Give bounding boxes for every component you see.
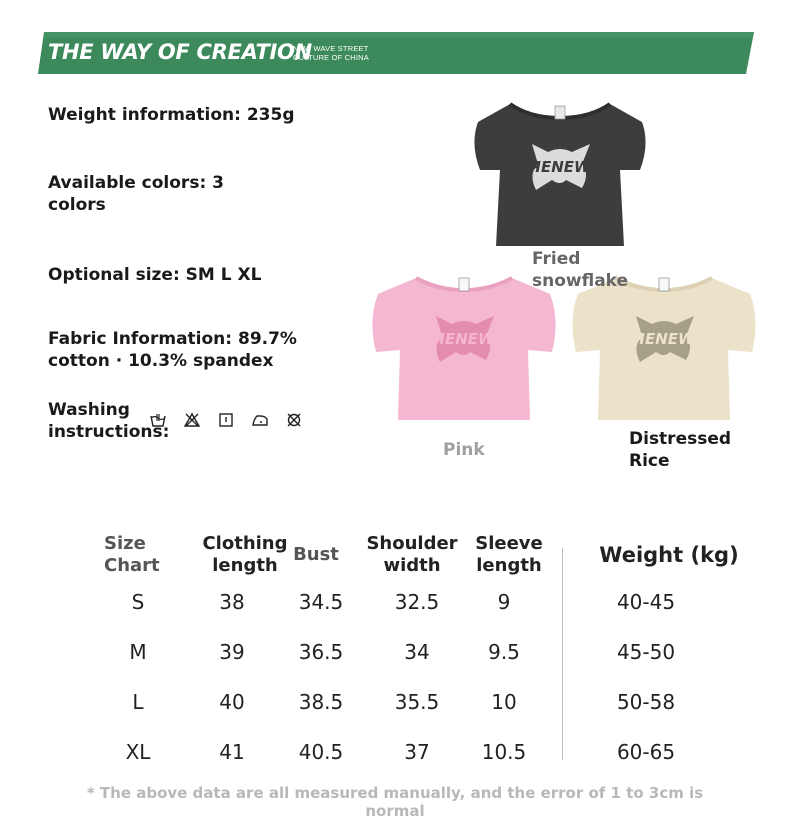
cell-length: 40 — [219, 690, 245, 714]
header-clothing-length: Clothing length — [202, 533, 288, 576]
color-label-distressed-rice: Distressed Rice — [629, 429, 732, 471]
cell-weight: 45-50 — [616, 640, 676, 664]
color-label-pink: Pink — [443, 440, 485, 460]
cell-sleeve: 10 — [491, 690, 517, 714]
cell-weight: 40-45 — [616, 590, 676, 614]
cell-size: S — [131, 590, 145, 614]
cell-size: L — [132, 690, 144, 714]
weight-info: Weight information: 235g — [48, 105, 295, 125]
hand-wash-icon — [148, 411, 168, 429]
cell-weight: 50-58 — [616, 690, 676, 714]
tumble-dry-icon — [216, 411, 236, 429]
no-dry-clean-icon — [284, 411, 304, 429]
cell-shoulder: 32.5 — [394, 590, 440, 614]
cell-shoulder: 37 — [404, 740, 430, 764]
header-banner — [38, 32, 754, 74]
cell-shoulder: 35.5 — [394, 690, 440, 714]
banner-title: THE WAY OF CREATION — [48, 40, 312, 64]
tshirt-pink — [366, 270, 562, 422]
cell-length: 39 — [219, 640, 245, 664]
banner-subtitle: NEW WAVE STREET CULTURE OF CHINA — [293, 44, 369, 62]
measurement-note: * The above data are all measured manually, and the error of 1 to 3cm is normal — [86, 784, 704, 820]
cell-sleeve: 9 — [497, 590, 511, 614]
washing-info: Washing instructions: — [48, 400, 170, 442]
header-sleeve-length: Sleeve length — [475, 533, 543, 576]
header-bust: Bust — [293, 544, 339, 565]
cell-size: XL — [125, 740, 151, 764]
cell-size: M — [129, 640, 147, 664]
iron-low-icon — [250, 411, 270, 429]
cell-bust: 38.5 — [298, 690, 344, 714]
cell-weight: 60-65 — [616, 740, 676, 764]
no-bleach-icon — [182, 411, 202, 429]
fabric-info: Fabric Information: 89.7% cotton · 10.3% spandex — [48, 329, 297, 371]
colors-info: Available colors: 3 colors — [48, 173, 224, 215]
svg-text:ЯENEW: ЯENEW — [433, 330, 495, 348]
color-label-fried-snowflake: Fried snowflake — [532, 249, 629, 291]
header-size-chart: Size Chart — [104, 533, 160, 576]
size-info: Optional size: SM L XL — [48, 265, 262, 285]
cell-bust: 34.5 — [298, 590, 344, 614]
header-shoulder-width: Shoulder width — [366, 533, 458, 576]
cell-bust: 40.5 — [298, 740, 344, 764]
cell-sleeve: 10.5 — [481, 740, 527, 764]
washing-icons — [148, 411, 304, 429]
cell-length: 38 — [219, 590, 245, 614]
tshirt-fried-snowflake — [470, 96, 650, 248]
cell-sleeve: 9.5 — [488, 640, 520, 664]
svg-text:ЯENEW: ЯENEW — [529, 158, 591, 176]
table-divider — [562, 548, 563, 760]
cell-length: 41 — [219, 740, 245, 764]
header-weight: Weight (kg) — [599, 543, 739, 567]
tshirt-distressed-rice — [568, 270, 762, 422]
cell-shoulder: 34 — [404, 640, 430, 664]
svg-text:ЯENEW: ЯENEW — [633, 330, 695, 348]
cell-bust: 36.5 — [298, 640, 344, 664]
